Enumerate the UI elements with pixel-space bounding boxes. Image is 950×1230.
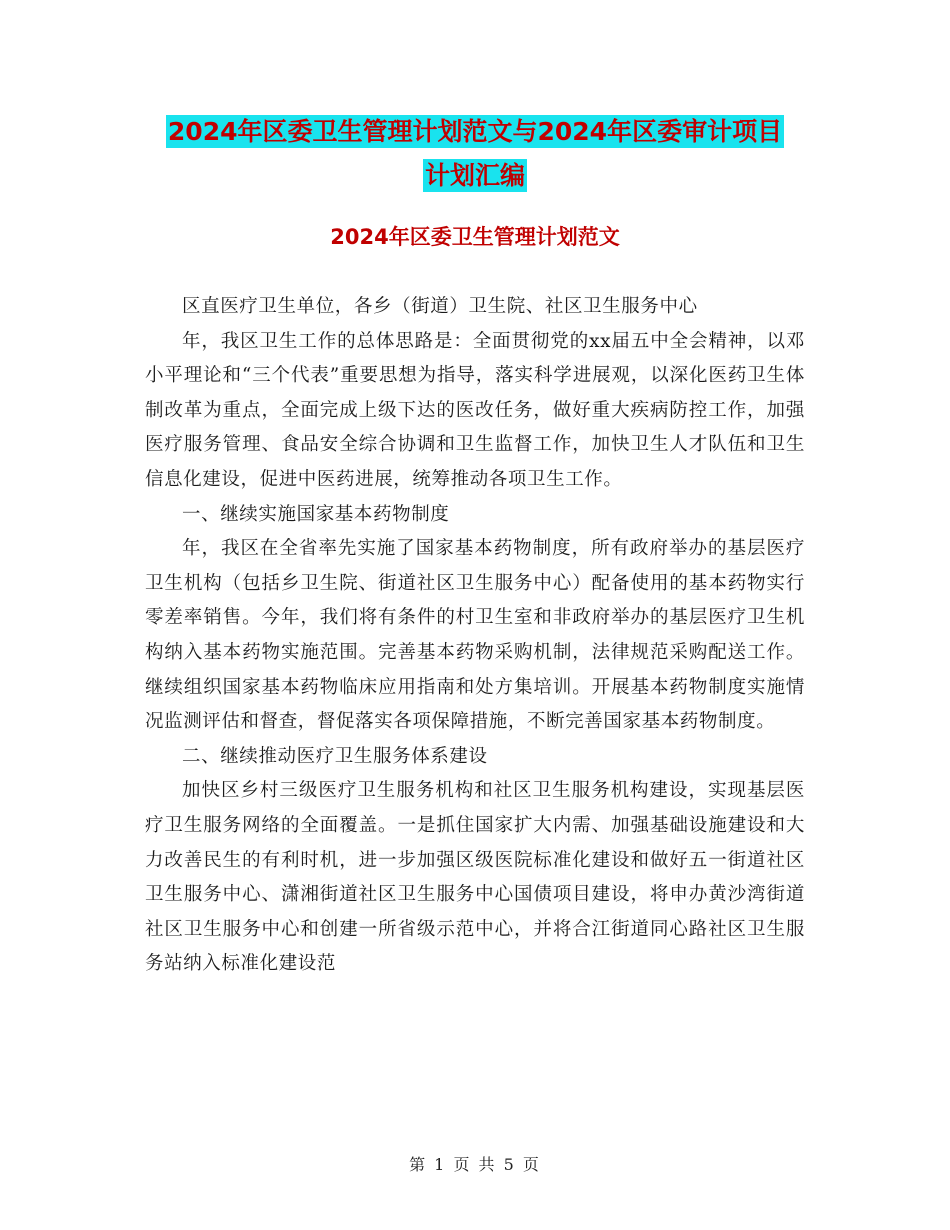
paragraph-overview: 年，我区卫生工作的总体思路是：全面贯彻党的xx届五中全会精神，以邓小平理论和“三个代表”重要思想为指导，落实科学进展观，以深化医药卫生体制改革为重点，全面完成上级下达的医改任务，做好重大疾病防控工作，加强医疗服务管理、食品安全综合协调和卫生监督工作，加快卫生人才队伍和卫生信息化建设，促进中医药进展，统筹推动各项卫生工作。 bbox=[145, 330, 805, 490]
paragraph-recipients: 区直医疗卫生单位，各乡（街道）卫生院、社区卫生服务中心 bbox=[182, 296, 698, 317]
page-number: 第 1 页 共 5 页 bbox=[409, 1155, 541, 1174]
section-title: 2024年区委卫生管理计划范文 bbox=[330, 225, 620, 249]
document-title-line2: 计划汇编 bbox=[424, 161, 525, 190]
document-title bbox=[140, 110, 810, 198]
document-body bbox=[145, 290, 805, 982]
heading-service-system: 二、继续推动医疗卫生服务体系建设 bbox=[182, 745, 488, 767]
paragraph-essential-drugs: 年，我区在全省率先实施了国家基本药物制度，所有政府举办的基层医疗卫生机构（包括乡卫生院、街道社区卫生服务中心）配备使用的基本药物实行零差率销售。今年，我们将有条件的村卫生室和非政府举办的基层医疗卫生机构纳入基本药物实施范围。完善基本药物采购机制，法律规范采购配送工作。继续组织国家基本药物临床应用指南和处方集培训。开展基本药物制度实施情况监测评估和督查，督促落实各项保障措施，不断完善国家基本药物制度。 bbox=[145, 538, 805, 733]
page-footer bbox=[0, 1152, 950, 1175]
heading-essential-drugs: 一、继续实施国家基本药物制度 bbox=[182, 503, 450, 525]
paragraph-service-system: 加快区乡村三级医疗卫生服务机构和社区卫生服务机构建设，实现基层医疗卫生服务网络的全面覆盖。一是抓住国家扩大内需、加强基础设施建设和大力改善民生的有利时机，进一步加强区级医院标准化建设和做好五一街道社区卫生服务中心、潇湘街道社区卫生服务中心国债项目建设，将申办黄沙湾街道社区卫生服务中心和创建一所省级示范中心，并将合江街道同心路社区卫生服务站纳入标准化建设范 bbox=[145, 780, 805, 975]
document-title-line1: 2024年区委卫生管理计划范文与2024年区委审计项目 bbox=[167, 117, 783, 146]
